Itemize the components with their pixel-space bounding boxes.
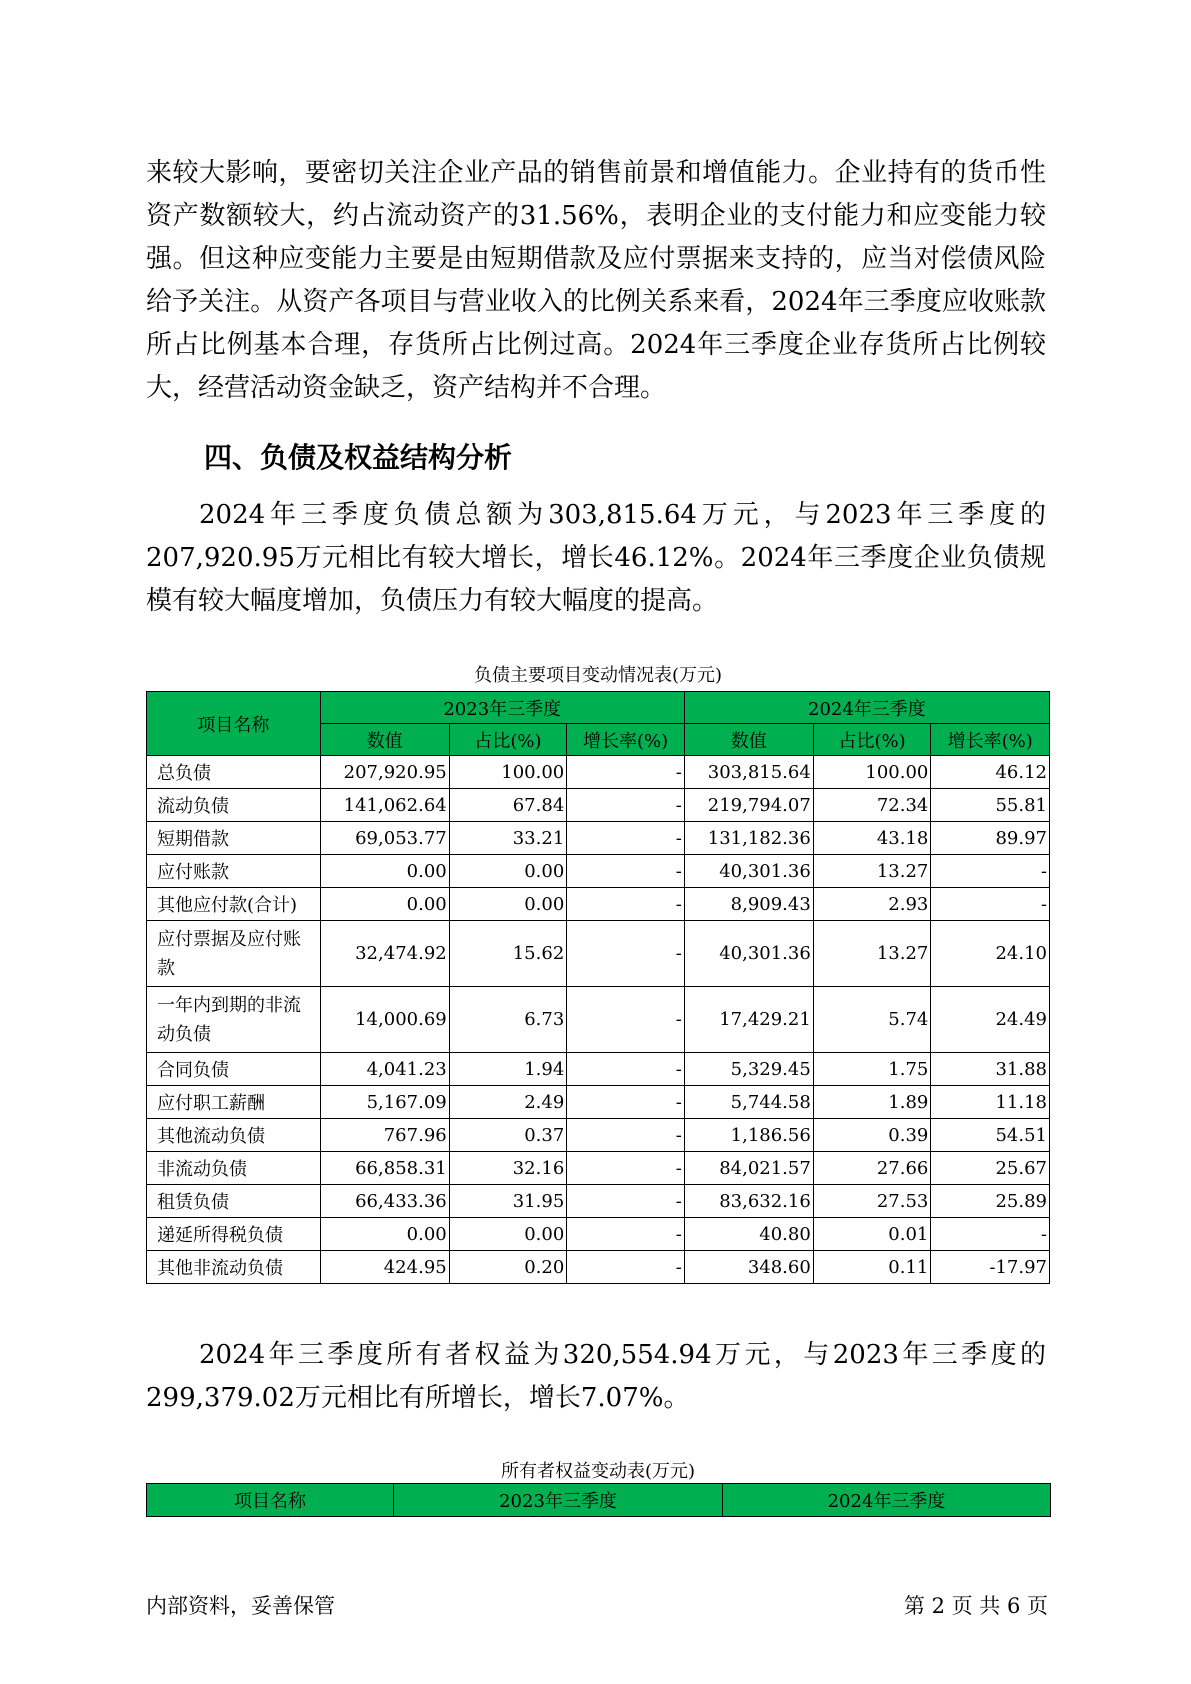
row-label: 其他应付款(合计) — [147, 888, 321, 921]
table-row — [147, 1218, 1050, 1251]
cell-s23: 32.16 — [449, 1152, 567, 1185]
cell-s23: 0.00 — [449, 855, 567, 888]
table-caption-liabilities: 负债主要项目变动情况表(万元) — [473, 665, 723, 686]
table-row — [147, 1251, 1050, 1284]
row-label: 租赁负债 — [147, 1185, 321, 1218]
cell-g24: 31.88 — [931, 1053, 1050, 1086]
cell-g23: - — [567, 756, 685, 789]
cell-v23: 141,062.64 — [320, 789, 449, 822]
row-label: 短期借款 — [147, 822, 321, 855]
equity-header-period-2024: 2024年三季度 — [723, 1484, 1051, 1517]
cell-v23: 4,041.23 — [320, 1053, 449, 1086]
cell-v24: 131,182.36 — [684, 822, 813, 855]
cell-g24: - — [931, 855, 1050, 888]
cell-g23: - — [567, 921, 685, 987]
cell-s23: 31.95 — [449, 1185, 567, 1218]
cell-v23: 14,000.69 — [320, 987, 449, 1053]
cell-g23: - — [567, 1086, 685, 1119]
header-share-2023: 占比(%) — [449, 724, 567, 756]
cell-s24: 5.74 — [813, 987, 931, 1053]
cell-g24: 11.18 — [931, 1086, 1050, 1119]
cell-g23: - — [567, 1119, 685, 1152]
cell-g24: 24.49 — [931, 987, 1050, 1053]
cell-v23: 66,433.36 — [320, 1185, 449, 1218]
cell-v23: 424.95 — [320, 1251, 449, 1284]
cell-v23: 66,858.31 — [320, 1152, 449, 1185]
cell-s24: 13.27 — [813, 855, 931, 888]
cell-g24: 25.89 — [931, 1185, 1050, 1218]
footer-page-number: 第 2 页 共 6 页 — [903, 1594, 1048, 1618]
cell-v24: 5,329.45 — [684, 1053, 813, 1086]
cell-g23: - — [567, 1251, 685, 1284]
cell-v24: 348.60 — [684, 1251, 813, 1284]
cell-g23: - — [567, 1152, 685, 1185]
header-period-2023: 2023年三季度 — [320, 692, 684, 724]
header-period-2024: 2024年三季度 — [684, 692, 1049, 724]
liabilities-table — [146, 691, 1050, 1284]
cell-s23: 0.20 — [449, 1251, 567, 1284]
cell-v23: 0.00 — [320, 855, 449, 888]
row-label: 总负债 — [147, 756, 321, 789]
cell-g23: - — [567, 822, 685, 855]
body-paragraph-equity: 2024年三季度所有者权益为320,554.94万元，与2023年三季度的299,379.02万元相比有所增长，增长7.07%。 — [146, 1340, 1046, 1413]
cell-g23: - — [567, 1053, 685, 1086]
cell-s24: 27.53 — [813, 1185, 931, 1218]
cell-v24: 8,909.43 — [684, 888, 813, 921]
cell-s24: 43.18 — [813, 822, 931, 855]
header-value-2024: 数值 — [684, 724, 813, 756]
header-share-2024: 占比(%) — [813, 724, 931, 756]
cell-g23: - — [567, 1185, 685, 1218]
cell-g24: - — [931, 888, 1050, 921]
cell-s23: 6.73 — [449, 987, 567, 1053]
table-row — [147, 1185, 1050, 1218]
row-label: 合同负债 — [147, 1053, 321, 1086]
cell-v24: 40,301.36 — [684, 855, 813, 888]
table-row — [147, 921, 1050, 987]
table-row — [147, 756, 1050, 789]
table-row — [147, 987, 1050, 1053]
cell-g24: -17.97 — [931, 1251, 1050, 1284]
table-row — [147, 822, 1050, 855]
cell-v24: 5,744.58 — [684, 1086, 813, 1119]
row-label: 非流动负债 — [147, 1152, 321, 1185]
table-row — [147, 789, 1050, 822]
cell-v23: 767.96 — [320, 1119, 449, 1152]
table-row — [147, 855, 1050, 888]
cell-s24: 0.39 — [813, 1119, 931, 1152]
cell-v24: 40,301.36 — [684, 921, 813, 987]
row-label: 流动负债 — [147, 789, 321, 822]
cell-s24: 72.34 — [813, 789, 931, 822]
cell-g24: 89.97 — [931, 822, 1050, 855]
cell-g23: - — [567, 888, 685, 921]
cell-v23: 32,474.92 — [320, 921, 449, 987]
equity-table — [146, 1483, 1051, 1517]
table-row — [147, 1053, 1050, 1086]
header-growth-2024: 增长率(%) — [931, 724, 1050, 756]
cell-v24: 84,021.57 — [684, 1152, 813, 1185]
cell-s24: 1.89 — [813, 1086, 931, 1119]
cell-g23: - — [567, 1218, 685, 1251]
cell-g23: - — [567, 987, 685, 1053]
cell-v24: 219,794.07 — [684, 789, 813, 822]
cell-v24: 17,429.21 — [684, 987, 813, 1053]
cell-s23: 0.37 — [449, 1119, 567, 1152]
cell-s24: 1.75 — [813, 1053, 931, 1086]
cell-s23: 1.94 — [449, 1053, 567, 1086]
row-label: 应付票据及应付账款 — [147, 921, 321, 987]
header-value-2023: 数值 — [320, 724, 449, 756]
cell-s24: 27.66 — [813, 1152, 931, 1185]
table-caption-equity: 所有者权益变动表(万元) — [500, 1461, 696, 1482]
cell-g24: 25.67 — [931, 1152, 1050, 1185]
cell-s23: 100.00 — [449, 756, 567, 789]
cell-s23: 33.21 — [449, 822, 567, 855]
header-item-name: 项目名称 — [147, 692, 321, 756]
cell-s23: 67.84 — [449, 789, 567, 822]
table-row — [147, 888, 1050, 921]
body-paragraph-assets-conclusion: 来较大影响，要密切关注企业产品的销售前景和增值能力。企业持有的货币性资产数额较大，约占流动资产的31.56%，表明企业的支付能力和应变能力较强。但这种应变能力主要是由短期借款及应付票据来支持的，应当对偿债风险给予关注。从资产各项目与营业收入的比例关系来看，2024年三季度应收账款所占比例基本合理，存货所占比例过高。2024年三季度企业存货所占比例较大，经营活动资金缺乏，资产结构并不合理。 — [146, 158, 1046, 403]
cell-s23: 0.00 — [449, 888, 567, 921]
footer-confidential-note: 内部资料，妥善保管 — [146, 1594, 335, 1618]
cell-s24: 0.01 — [813, 1218, 931, 1251]
table-row — [147, 1119, 1050, 1152]
cell-s24: 2.93 — [813, 888, 931, 921]
row-label: 应付职工薪酬 — [147, 1086, 321, 1119]
cell-v23: 5,167.09 — [320, 1086, 449, 1119]
table-row — [147, 1152, 1050, 1185]
body-paragraph-liabilities: 2024年三季度负债总额为303,815.64万元，与2023年三季度的207,920.95万元相比有较大增长，增长46.12%。2024年三季度企业负债规模有较大幅度增加，负债压力有较大幅度的提高。 — [146, 500, 1046, 616]
cell-g24: 54.51 — [931, 1119, 1050, 1152]
cell-s23: 15.62 — [449, 921, 567, 987]
cell-g23: - — [567, 855, 685, 888]
cell-v23: 0.00 — [320, 888, 449, 921]
cell-g24: 46.12 — [931, 756, 1050, 789]
cell-s24: 13.27 — [813, 921, 931, 987]
cell-s23: 0.00 — [449, 1218, 567, 1251]
cell-s24: 100.00 — [813, 756, 931, 789]
cell-v24: 83,632.16 — [684, 1185, 813, 1218]
cell-v23: 69,053.77 — [320, 822, 449, 855]
equity-header-item-name: 项目名称 — [147, 1484, 394, 1517]
equity-header-period-2023: 2023年三季度 — [394, 1484, 723, 1517]
cell-g23: - — [567, 789, 685, 822]
row-label: 其他流动负债 — [147, 1119, 321, 1152]
cell-v24: 40.80 — [684, 1218, 813, 1251]
cell-s24: 0.11 — [813, 1251, 931, 1284]
row-label: 应付账款 — [147, 855, 321, 888]
cell-v23: 0.00 — [320, 1218, 449, 1251]
row-label: 其他非流动负债 — [147, 1251, 321, 1284]
row-label: 递延所得税负债 — [147, 1218, 321, 1251]
cell-s23: 2.49 — [449, 1086, 567, 1119]
cell-g24: - — [931, 1218, 1050, 1251]
cell-v24: 303,815.64 — [684, 756, 813, 789]
cell-g24: 24.10 — [931, 921, 1050, 987]
row-label: 一年内到期的非流动负债 — [147, 987, 321, 1053]
section-heading: 四、负债及权益结构分析 — [204, 441, 513, 474]
table-row — [147, 1086, 1050, 1119]
header-growth-2023: 增长率(%) — [567, 724, 685, 756]
cell-v24: 1,186.56 — [684, 1119, 813, 1152]
cell-v23: 207,920.95 — [320, 756, 449, 789]
cell-g24: 55.81 — [931, 789, 1050, 822]
